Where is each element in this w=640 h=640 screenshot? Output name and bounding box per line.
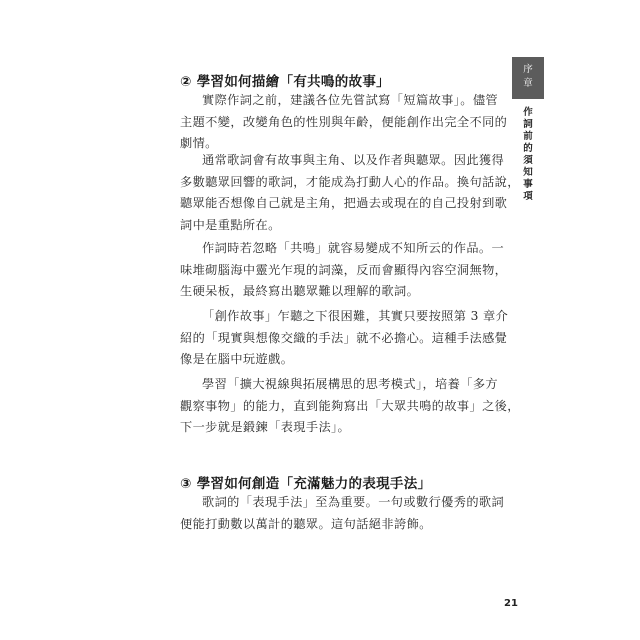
- text-line: 劇情。: [180, 136, 218, 150]
- title-char: 知: [523, 167, 533, 178]
- title-char: 前: [523, 131, 533, 142]
- paragraph: [180, 492, 505, 535]
- text-line: 實際作詞之前，建議各位先嘗試寫「短篇故事」。儘管: [202, 93, 498, 107]
- text-line: 觀察事物」的能力，直到能夠寫出「大眾共鳴的故事」之後，: [180, 398, 520, 413]
- title-char: 的: [523, 143, 533, 154]
- title-char: 作: [523, 107, 533, 118]
- text-line: 歌詞的「表現手法」至為重要。一句或數行優秀的歌詞: [202, 495, 505, 509]
- text-line: 多數聽眾回響的歌詞，才能成為打動人心的作品。換句話說，: [180, 174, 520, 189]
- text-line: 便能打動數以萬計的聽眾。這句話絕非誇飾。: [180, 516, 432, 531]
- title-char: 事: [523, 179, 533, 190]
- chapter-label-box: [512, 57, 544, 99]
- paragraph: [180, 90, 508, 155]
- text-line: 詞中是重點所在。: [180, 217, 281, 232]
- title-char: 詞: [523, 119, 533, 130]
- paragraph: [180, 306, 509, 371]
- paragraph: [180, 238, 508, 303]
- text-line: 像是在腦中玩遊戲。: [180, 352, 294, 366]
- title-char: 項: [523, 191, 533, 202]
- section-heading-2: ② 學習如何描繪「有共鳴的故事」: [180, 74, 390, 90]
- text-line: 主題不變，改變角色的性別與年齡，便能創作出完全不同的: [180, 114, 508, 129]
- text-line: 聽眾能否想像自己就是主角，把過去或現在的自己投射到歌: [180, 196, 508, 210]
- chapter-label-top: 序: [523, 64, 533, 75]
- section-heading-3: ③ 學習如何創造「充滿魅力的表現手法」: [180, 476, 432, 492]
- paragraph: [180, 150, 520, 236]
- text-line: 味堆砌腦海中靈光乍現的詞藻，反而會顯得內容空洞無物，: [180, 262, 508, 277]
- text-line: 生硬呆板，最終寫出聽眾難以理解的歌詞。: [180, 284, 420, 298]
- text-line: 紹的「現實與想像交織的手法」就不必擔心。這種手法感覺: [180, 330, 508, 345]
- title-char: 須: [523, 155, 533, 166]
- page-number: 21: [504, 598, 518, 609]
- chapter-side-tab: [512, 57, 544, 203]
- chapter-vertical-title: [512, 107, 544, 203]
- chapter-label-bottom: 章: [523, 78, 533, 89]
- text-line: 下一步就是鍛鍊「表現手法」。: [180, 420, 351, 434]
- text-line: 學習「擴大視線與拓展構思的思考模式」，培養「多方: [202, 377, 498, 391]
- text-line: 作詞時若忽略「共鳴」就容易變成不知所云的作品。一: [202, 241, 505, 255]
- text-line: 通常歌詞會有故事與主角、以及作者與聽眾。因此獲得: [202, 153, 505, 167]
- text-line: 「創作故事」乍聽之下很困難，其實只要按照第 3 章介: [202, 309, 509, 323]
- paragraph: [180, 374, 520, 439]
